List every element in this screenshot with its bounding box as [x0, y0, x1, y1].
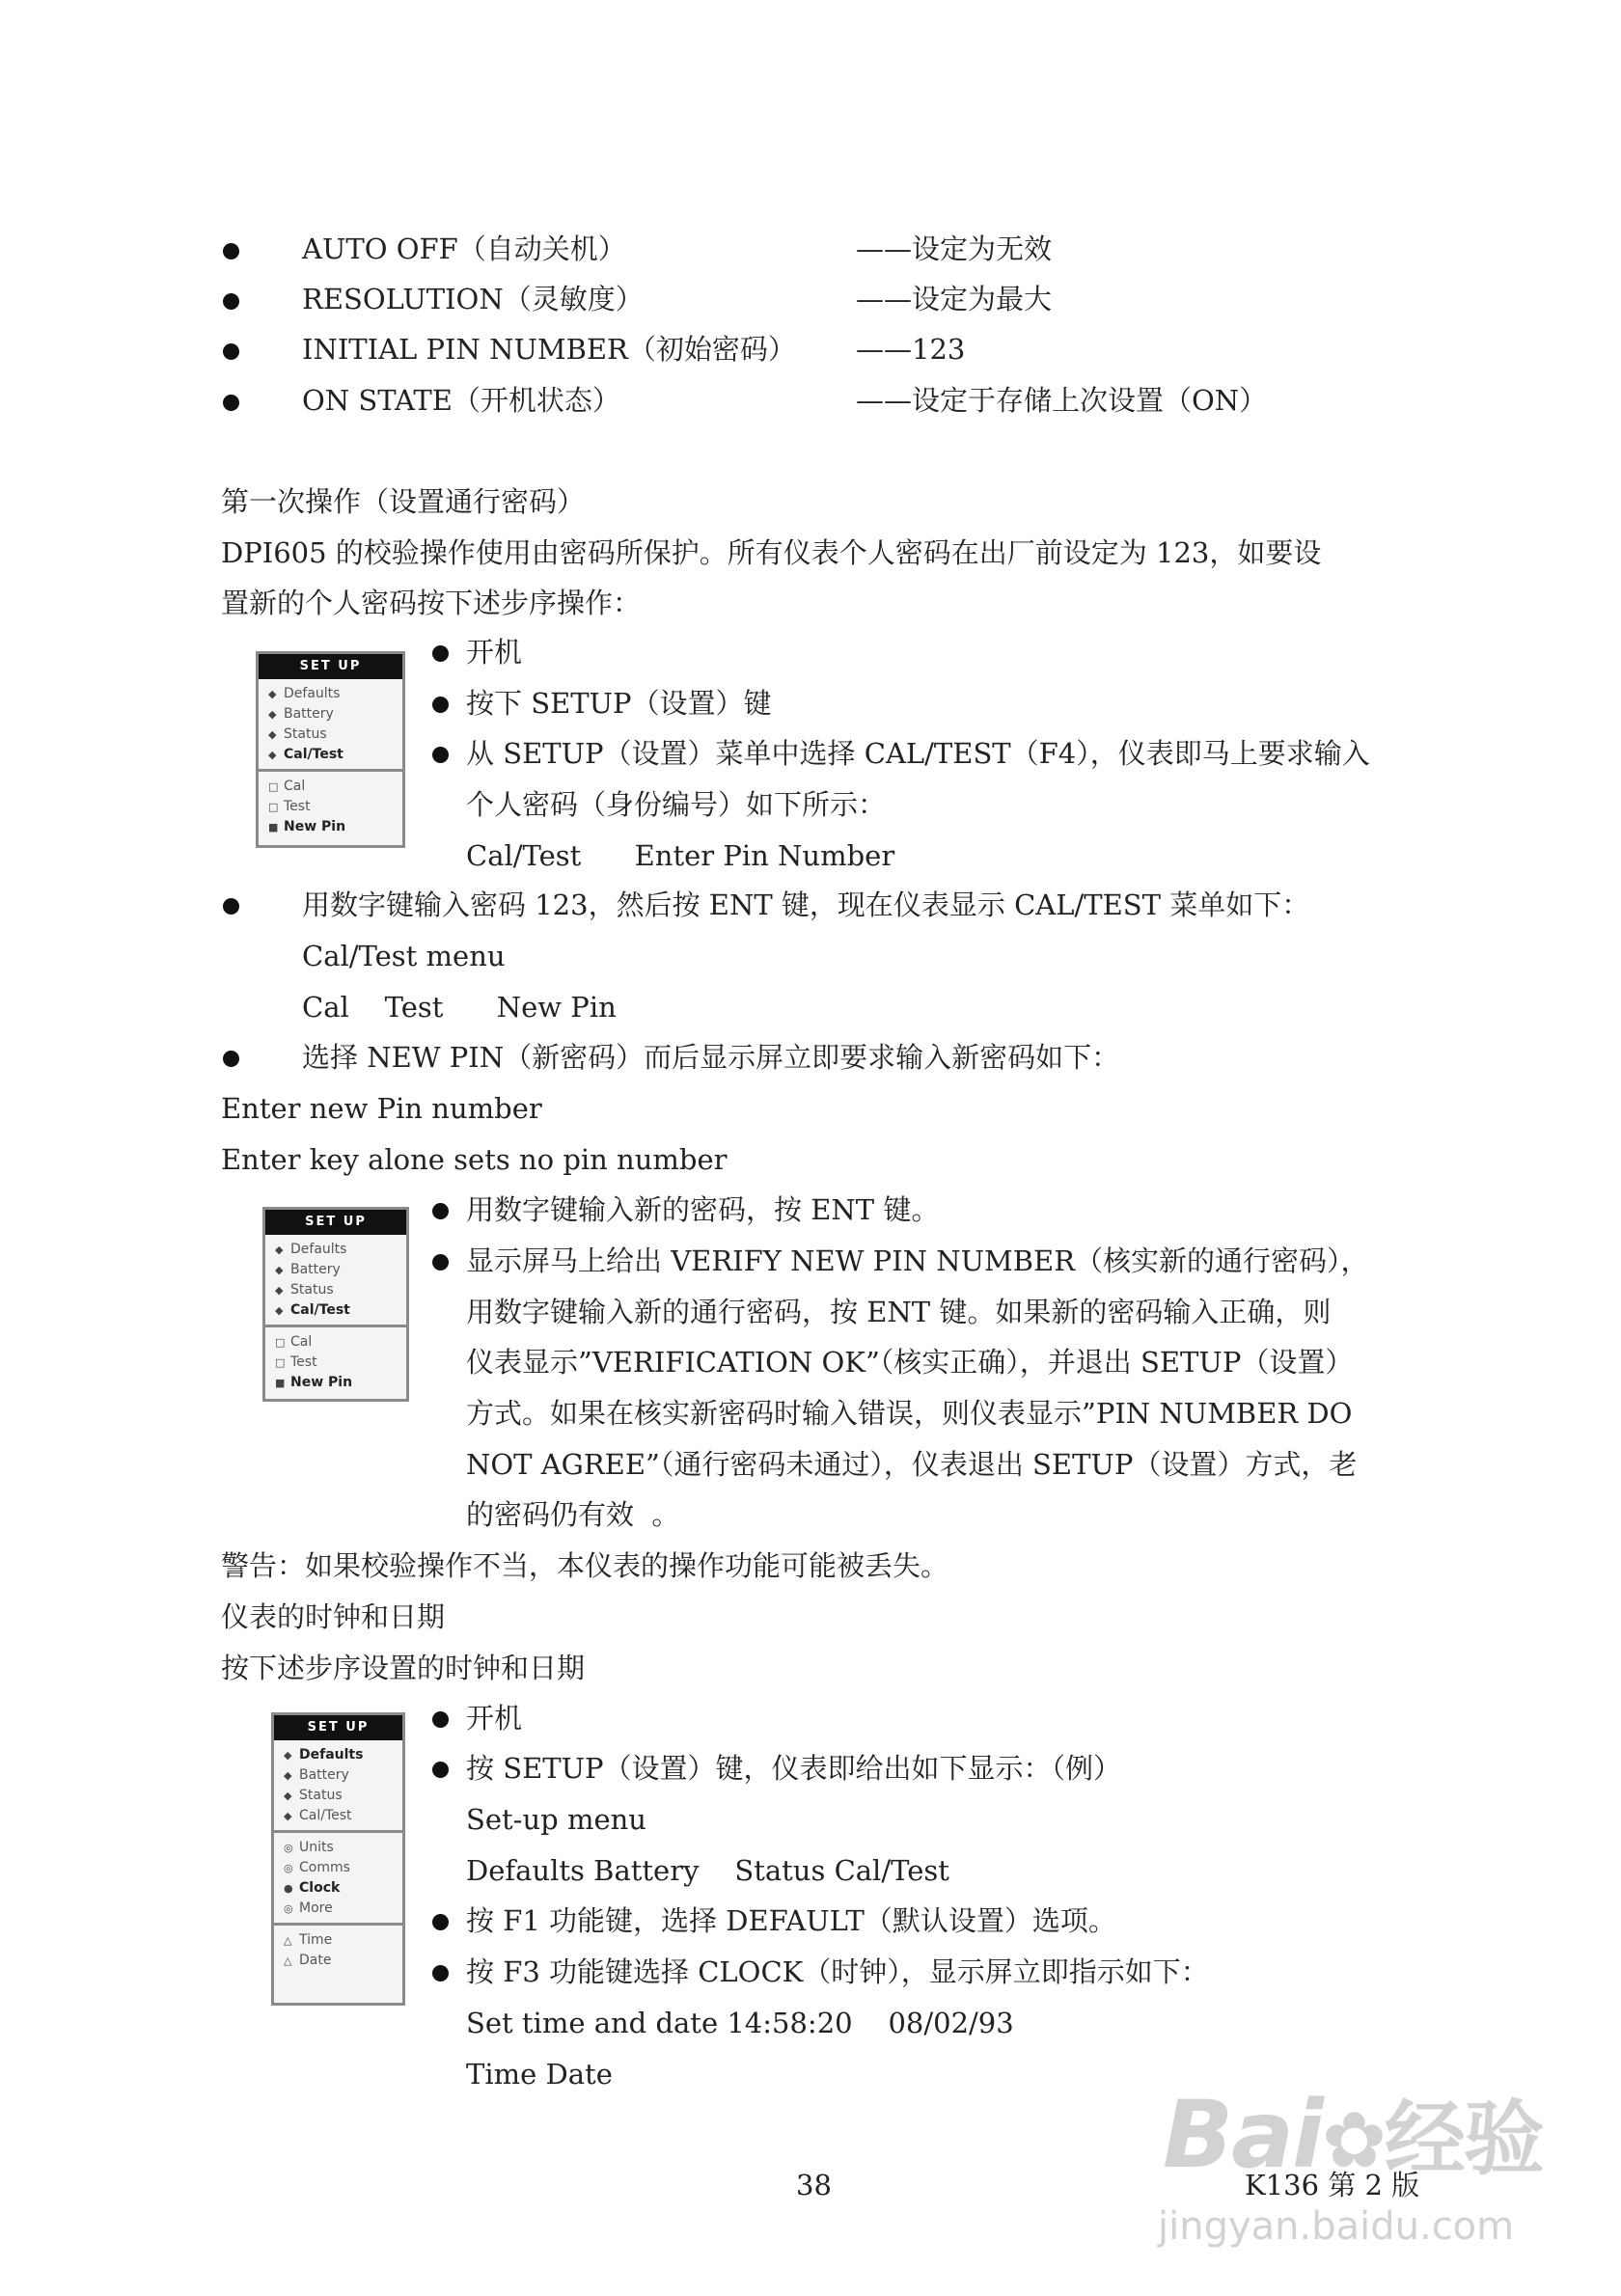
bullet-icon: ◆: [268, 728, 277, 741]
default-value: ——设定为无效: [856, 232, 1053, 265]
watermark-url: jingyan.baidu.com: [1158, 2204, 1515, 2249]
step-text: 开机: [466, 1702, 523, 1735]
menu-item: Status: [299, 1788, 343, 1803]
display-text: Set-up menu: [466, 1803, 646, 1836]
step-text: 方式。如果在核实新密码时输入错误，则仪表显示”PIN NUMBER DO: [466, 1397, 1353, 1430]
square-icon: □: [268, 801, 279, 813]
circle-icon: ◎: [284, 1862, 293, 1874]
triangle-icon: △: [284, 1954, 292, 1967]
step-text: 用数字键输入新的密码，按 ENT 键。: [466, 1193, 940, 1226]
menu-item: Cal/Test: [299, 1808, 352, 1823]
bullet-icon: [432, 697, 449, 713]
section-title: 第一次操作（设置通行密码）: [221, 485, 586, 518]
step-text: 用数字键输入密码 123，然后按 ENT 键，现在仪表显示 CAL/TEST 菜单如下：: [302, 888, 1310, 921]
bullet-icon: [432, 1762, 449, 1778]
square-icon: □: [275, 1356, 286, 1369]
step-text: 开机: [466, 636, 523, 669]
menu-item: Battery: [284, 706, 334, 722]
bullet-icon: [223, 343, 239, 360]
menu-item: Battery: [299, 1767, 349, 1783]
edition-label: K136 第 2 版: [1245, 2169, 1420, 2201]
bullet-icon: ◆: [275, 1284, 284, 1297]
bullet-icon: [223, 1051, 239, 1067]
step-text: NOT AGREE”（通行密码未通过），仪表退出 SETUP（设置）方式，老: [466, 1448, 1358, 1481]
step-text: 显示屏马上给出 VERIFY NEW PIN NUMBER（核实新的通行密码），: [466, 1244, 1369, 1277]
menu-item: Status: [284, 726, 327, 742]
bullet-icon: [432, 747, 449, 763]
bullet-icon: [223, 293, 239, 310]
menu-item: Units: [299, 1840, 334, 1855]
menu-item: Cal/Test: [290, 1302, 350, 1318]
triangle-icon: △: [284, 1934, 292, 1947]
menu-item: Test: [290, 1354, 317, 1370]
circle-icon: ●: [284, 1882, 293, 1895]
step-text: 仪表显示”VERIFICATION OK”（核实正确），并退出 SETUP（设置）: [466, 1346, 1354, 1379]
step-text: 按 F3 功能键选择 CLOCK（时钟），显示屏立即指示如下：: [466, 1955, 1209, 1988]
bullet-icon: ◆: [284, 1749, 292, 1762]
step-text: 选择 NEW PIN（新密码）而后显示屏立即要求输入新密码如下：: [302, 1041, 1120, 1074]
default-item: ON STATE（开机状态）: [302, 384, 620, 417]
watermark-brand-cn: 经验: [1384, 2091, 1543, 2186]
square-icon: ■: [268, 821, 279, 834]
paragraph-line: DPI605 的校验操作使用由密码所保护。所有仪表个人密码在出厂前设定为 123，如要设: [221, 536, 1322, 569]
bullet-icon: [432, 1203, 449, 1219]
menu-item: Defaults: [299, 1747, 364, 1763]
bullet-icon: [223, 898, 239, 915]
bullet-icon: ◆: [284, 1790, 292, 1802]
bullet-icon: ◆: [284, 1810, 292, 1822]
step-text: 按 SETUP（设置）键，仪表即给出如下显示：（例）: [466, 1752, 1122, 1785]
bullet-icon: ◆: [268, 688, 277, 700]
step-text: 按下 SETUP（设置）键: [466, 687, 772, 720]
menu-item: Status: [290, 1282, 334, 1298]
default-value: ——123: [856, 333, 966, 366]
bullet-icon: [432, 645, 449, 662]
display-text: Time Date: [466, 2058, 613, 2091]
warning-text: 警告：如果校验操作不当，本仪表的操作功能可能被丢失。: [221, 1549, 949, 1582]
section-title: 仪表的时钟和日期: [221, 1600, 446, 1633]
step-text: 的密码仍有效 。: [466, 1498, 680, 1531]
menu-item: Cal/Test: [284, 747, 343, 762]
menu-title: SET UP: [259, 654, 402, 679]
default-item: RESOLUTION（灵敏度）: [302, 283, 644, 315]
menu-item: Cal: [290, 1334, 313, 1350]
menu-item: Defaults: [290, 1242, 347, 1257]
square-icon: □: [268, 780, 279, 793]
bullet-icon: [432, 1914, 449, 1930]
step-text: 用数字键输入新的通行密码，按 ENT 键。如果新的密码输入正确，则: [466, 1296, 1332, 1328]
menu-item: Test: [284, 799, 311, 814]
bullet-icon: [432, 1965, 449, 1982]
bullet-icon: ◆: [268, 708, 277, 721]
setup-menu-illustration: [256, 651, 405, 848]
default-item: AUTO OFF（自动关机）: [302, 232, 626, 265]
bullet-icon: ◆: [268, 749, 277, 761]
bullet-icon: ◆: [275, 1304, 284, 1317]
menu-item: Comms: [299, 1860, 350, 1875]
bullet-icon: [223, 243, 239, 260]
bullet-icon: [223, 395, 239, 411]
bullet-icon: [432, 1254, 449, 1271]
paragraph-line: 按下述步序设置的时钟和日期: [221, 1652, 586, 1684]
step-text: 个人密码（身份编号）如下所示：: [466, 788, 887, 821]
paragraph-line: 置新的个人密码按下述步序操作：: [221, 587, 642, 619]
display-text: Cal Test New Pin: [302, 991, 617, 1024]
bullet-icon: [432, 1711, 449, 1728]
step-text: 按 F1 功能键，选择 DEFAULT（默认设置）选项。: [466, 1904, 1116, 1937]
circle-icon: ◎: [284, 1902, 293, 1915]
bullet-icon: ◆: [275, 1244, 284, 1256]
square-icon: ■: [275, 1377, 286, 1389]
setup-menu-illustration: [271, 1712, 405, 2006]
display-text: Enter new Pin number: [221, 1092, 542, 1125]
bullet-icon: ◆: [275, 1264, 284, 1276]
display-text: Cal/Test menu: [302, 940, 506, 972]
menu-item: New Pin: [290, 1375, 353, 1390]
bullet-icon: ◆: [284, 1769, 292, 1782]
step-text: 从 SETUP（设置）菜单中选择 CAL/TEST（F4），仪表即马上要求输入: [466, 737, 1370, 770]
display-text: Enter key alone sets no pin number: [221, 1143, 728, 1176]
square-icon: □: [275, 1336, 286, 1349]
menu-item: Battery: [290, 1262, 341, 1277]
menu-title: SET UP: [265, 1210, 406, 1235]
menu-item: Date: [299, 1953, 332, 1968]
circle-icon: ◎: [284, 1842, 293, 1854]
menu-item: New Pin: [284, 819, 346, 834]
display-text: Defaults Battery Status Cal/Test: [466, 1854, 949, 1887]
setup-menu-illustration: [262, 1207, 409, 1402]
paw-icon: ✿: [1321, 2095, 1385, 2185]
default-item: INITIAL PIN NUMBER（初始密码）: [302, 333, 796, 366]
menu-item: Cal: [284, 779, 306, 794]
menu-item: Time: [299, 1932, 333, 1948]
display-text: Cal/Test Enter Pin Number: [466, 839, 895, 872]
menu-item: More: [299, 1900, 333, 1916]
menu-item: Defaults: [284, 686, 341, 701]
menu-item: Clock: [299, 1880, 341, 1896]
display-text: Set time and date 14:58:20 08/02/93: [466, 2007, 1014, 2039]
watermark-brand: Bai: [1163, 2081, 1322, 2189]
default-value: ——设定于存储上次设置（ON）: [856, 384, 1268, 417]
default-value: ——设定为最大: [856, 283, 1053, 315]
page-number: 38: [796, 2169, 832, 2201]
menu-title: SET UP: [274, 1715, 402, 1740]
